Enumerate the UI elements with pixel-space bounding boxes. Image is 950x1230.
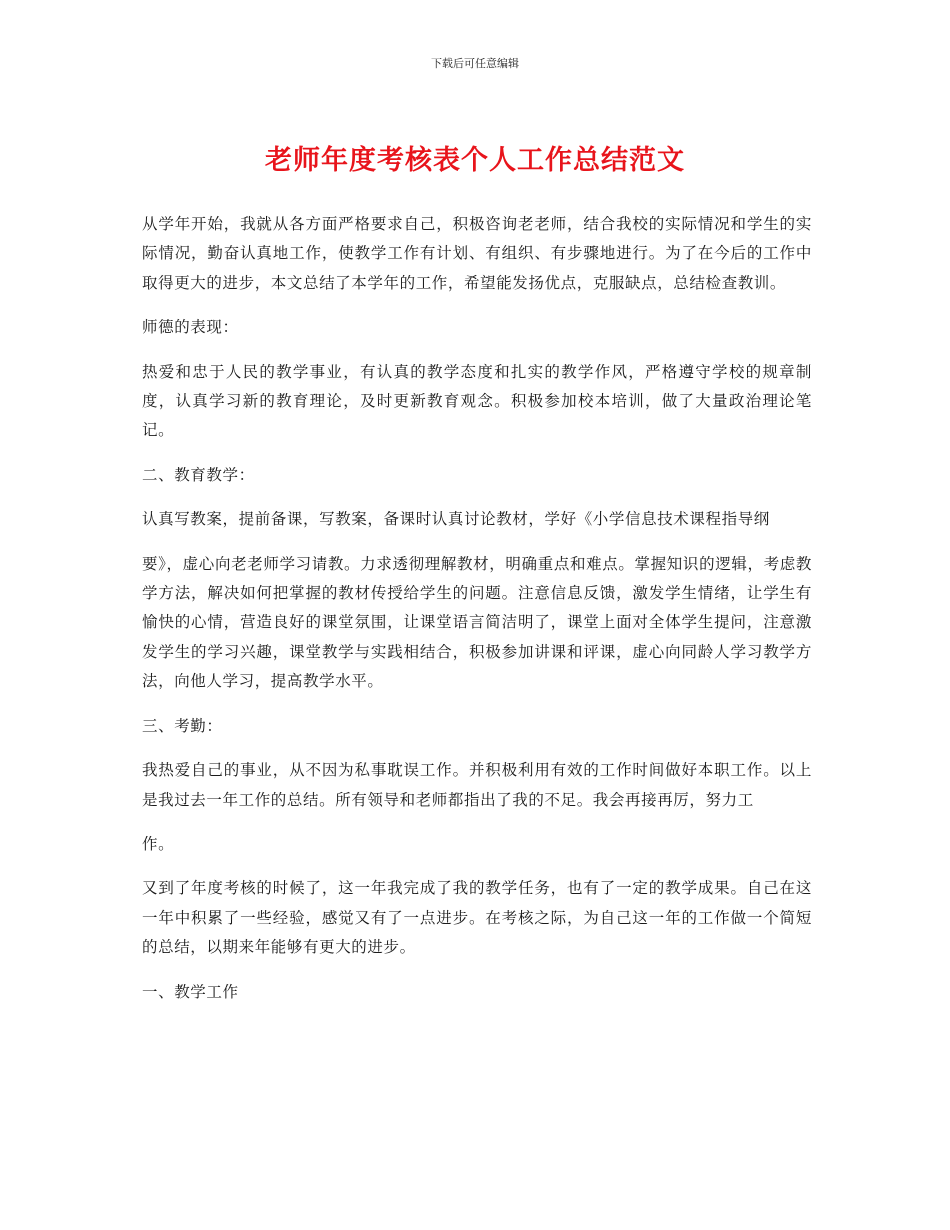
paragraph: 认真写教案，提前备课，写教案，备课时认真讨论教材，学好《小学信息技术课程指导纲 [142,510,770,529]
section-heading: 一、教学工作 [142,982,239,1001]
paragraph: 又到了年度考核的时候了，这一年我完成了我的教学任务，也有了一定的教学成果。自己在这一年中积累了一些经验，感觉又有了一点进步。在考核之际，为自己这一年的工作做一个简短的总结，以期来年能够有更大的进步。 [142,879,812,957]
paragraph: 从学年开始，我就从各方面严格要求自己，积极咨询老老师，结合我校的实际情况和学生的实际情况，勤奋认真地工作，使教学工作有计划、有组织、有步骤地进行。为了在今后的工作中取得更大的进步，本文总结了本学年的工作，希望能发扬优点，克服缺点，总结检查教训。 [142,215,812,292]
section-heading: 三、考勤： [142,716,223,735]
paragraph: 我热爱自己的事业，从不因为私事耽误工作。并积极利用有效的工作时间做好本职工作。以上是我过去一年工作的总结。所有领导和老师都指出了我的不足。我会再接再厉，努力工 [142,761,812,809]
section-heading: 二、教育教学： [142,465,255,484]
paragraph: 作。 [142,834,175,853]
document-title: 老师年度考核表个人工作总结范文 [265,145,685,176]
paragraph: 热爱和忠于人民的教学事业，有认真的教学态度和扎实的教学作风，严格遵守学校的规章制度，认真学习新的教育理论，及时更新教育观念。积极参加校本培训，做了大量政治理论笔记。 [142,362,812,440]
section-heading: 师德的表现： [142,318,239,337]
header-note: 下载后可任意编辑 [431,57,519,70]
paragraph: 要》，虚心向老老师学习请教。力求透彻理解教材，明确重点和难点。掌握知识的逻辑，考虑教学方法，解决如何把掌握的教材传授给学生的问题。注意信息反馈，激发学生情绪，让学生有愉快的心情，营造良好的课堂氛围，让课堂语言简洁明了，课堂上面对全体学生提问，注意激发学生的学习兴趣，课堂教学与实践相结合，积极参加讲课和评课，虚心向同龄人学习教学方法，向他人学习，提高教学水平。 [142,554,812,691]
document-body [142,210,812,1022]
